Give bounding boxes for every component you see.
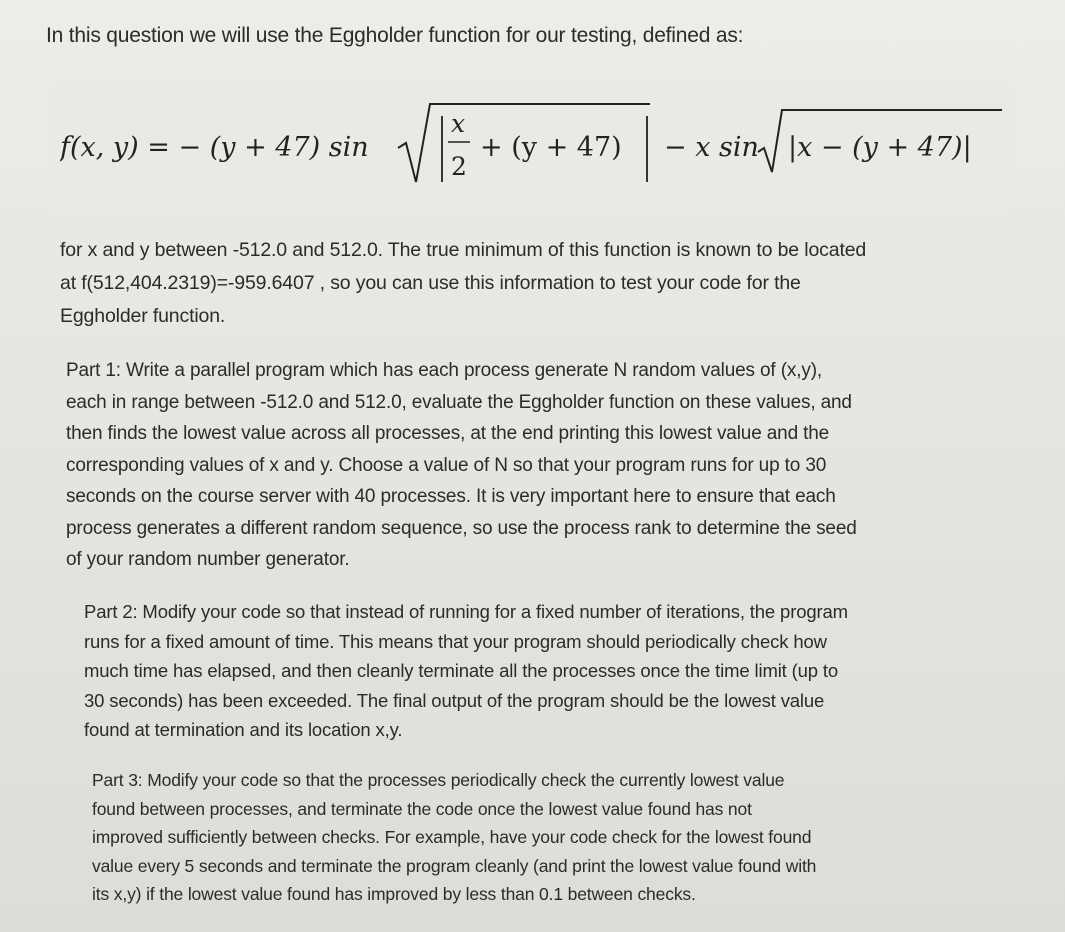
text-line: for x and y between -512.0 and 512.0. The true minimum of this function is known to be located (60, 239, 867, 261)
text-line: process generates a different random sequence, so use the process rank to determine the seed (66, 517, 857, 539)
intro-text: In this question we will use the Eggholder function for our testing, defined as: (46, 24, 744, 47)
formula-mid: − x sin (664, 132, 759, 163)
text-line: 30 seconds) has been exceeded. The final output of the program should be the lowest value (84, 689, 825, 711)
formula-lhs: f(x, y) = − (y + 47) sin (60, 132, 369, 163)
fraction-numerator: x (451, 109, 466, 138)
text-line: of your random number generator. (66, 549, 350, 570)
text-line: found at termination and its location x,y. (84, 719, 403, 740)
paragraph-range (60, 234, 866, 333)
part1-paragraph (66, 355, 857, 576)
text-line: runs for a fixed amount of time. This means that your program should periodically check how (84, 630, 827, 652)
text-line: improved sufficiently between checks. For example, have your code check for the lowest found (92, 827, 812, 847)
text-line: value every 5 seconds and terminate the program cleanly (and print the lowest value found with (92, 855, 817, 876)
text-line: corresponding values of x and y. Choose a value of N so that your program runs for up to 30 (66, 454, 827, 476)
text-line: its x,y) if the lowest value found has improved by less than 0.1 between checks. (92, 884, 696, 904)
text-line: found between processes, and terminate the code once the lowest value found has not (92, 798, 752, 819)
formula-inner-1: + (y + 47) (480, 132, 622, 163)
text-line: at f(512,404.2319)=-959.6407 , so you can use this information to test your code for the (60, 272, 801, 294)
part2-paragraph (84, 597, 848, 745)
fraction-denominator: 2 (451, 152, 467, 181)
text-line: then finds the lowest value across all processes, at the end printing this lowest value and the (66, 423, 830, 444)
formula-svg (60, 96, 1010, 196)
text-line: Eggholder function. (60, 305, 226, 327)
text-line: Part 3: Modify your code so that the processes periodically check the currently lowest value (92, 770, 785, 790)
text-line: much time has elapsed, and then cleanly terminate all the processes once the time limit (up to (84, 660, 839, 681)
text-line: Part 1: Write a parallel program which has each process generate N random values of (x,y), (66, 360, 823, 381)
text-line: each in range between -512.0 and 512.0, evaluate the Eggholder function on these values, and (66, 391, 852, 413)
text-line: seconds on the course server with 40 processes. It is very important here to ensure that each (66, 486, 836, 507)
eggholder-formula (60, 96, 1010, 196)
text-line: Part 2: Modify your code so that instead of running for a fixed number of iterations, the program (84, 601, 848, 622)
part3-paragraph (92, 766, 816, 909)
formula-inner-2: |x − (y + 47)| (788, 132, 972, 163)
